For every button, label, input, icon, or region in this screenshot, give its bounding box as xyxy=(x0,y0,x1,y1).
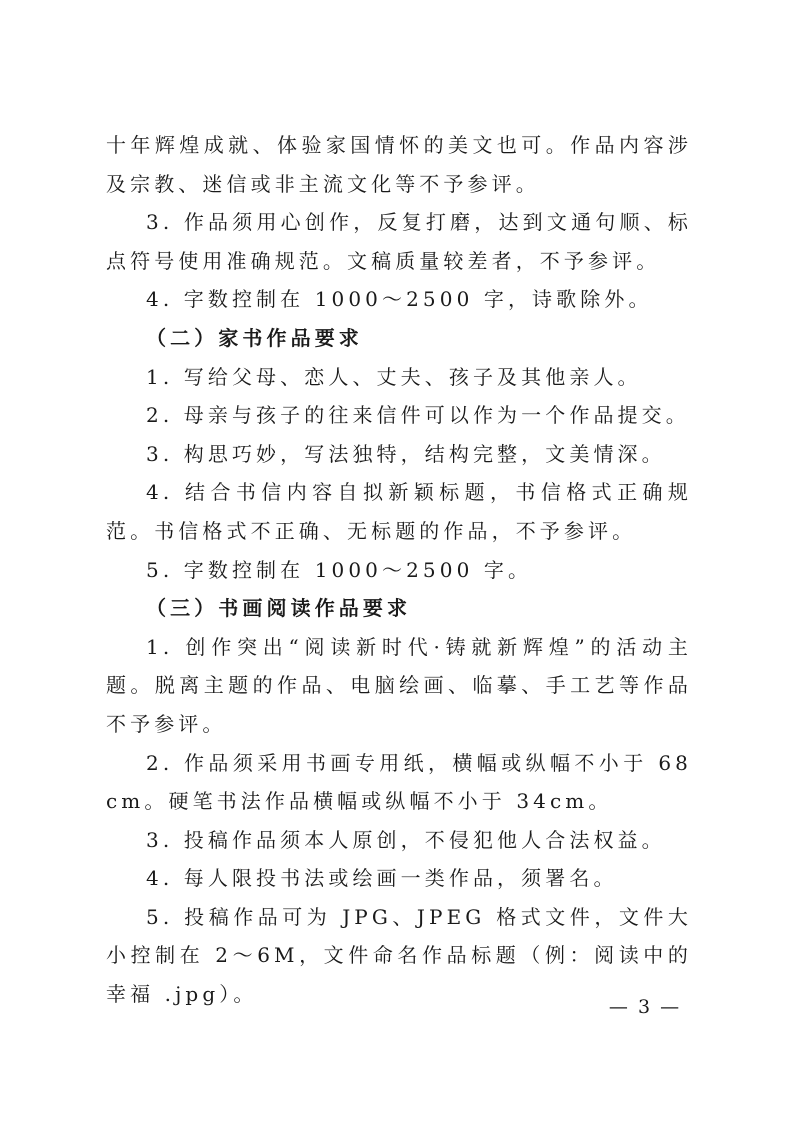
paragraph-article-req-3: 3. 作品须用心创作，反复打磨，达到文通句顺、标点符号使用准确规范。文稿质量较差者，不予参评。 xyxy=(106,210,692,273)
paragraph-art-req-4: 4. 每人限投书法或绘画一类作品，须署名。 xyxy=(146,866,618,891)
paragraph-article-req-4: 4. 字数控制在 1000～2500 字，诗歌除外。 xyxy=(146,287,653,312)
paragraph-art-req-3: 3. 投稿作品须本人原创，不侵犯他人合法权益。 xyxy=(146,827,666,852)
paragraph-letter-req-4: 4. 结合书信内容自拟新颖标题，书信格式正确规范。书信格式不正确、无标题的作品，不予参评。 xyxy=(106,480,692,543)
paragraph-letter-req-5: 5. 字数控制在 1000～2500 字。 xyxy=(146,557,533,582)
paragraph-letter-req-3: 3. 构思巧妙，写法独特，结构完整，文美情深。 xyxy=(146,441,666,466)
body-text xyxy=(106,126,692,1014)
paragraph-letter-req-2: 2. 母亲与孩子的往来信件可以作为一个作品提交。 xyxy=(146,403,690,428)
paragraph-continuation: 十年辉煌成就、体验家国情怀的美文也可。作品内容涉及宗教、迷信或非主流文化等不予参评。 xyxy=(106,133,692,196)
paragraph-art-req-2: 2. 作品须采用书画专用纸，横幅或纵幅不小于 68cm。硬笔书法作品横幅或纵幅不小于 34cm。 xyxy=(106,750,692,814)
paragraph-letter-req-1: 1. 写给父母、恋人、丈夫、孩子及其他亲人。 xyxy=(146,364,642,389)
section-heading-calligraphy: （三）书画阅读作品要求 xyxy=(146,596,412,621)
section-heading-letters: （二）家书作品要求 xyxy=(146,325,363,350)
page-number: — 3 — xyxy=(608,996,682,1018)
paragraph-art-req-1: 1. 创作突出“阅读新时代·铸就新辉煌”的活动主题。脱离主题的作品、电脑绘画、临摹、手工艺等作品不予参评。 xyxy=(106,634,692,736)
paragraph-art-req-5: 5. 投稿作品可为 JPG、JPEG 格式文件，文件大小控制在 2～6M，文件命名作品标题（例：阅读中的幸福 .jpg）。 xyxy=(106,904,692,1007)
